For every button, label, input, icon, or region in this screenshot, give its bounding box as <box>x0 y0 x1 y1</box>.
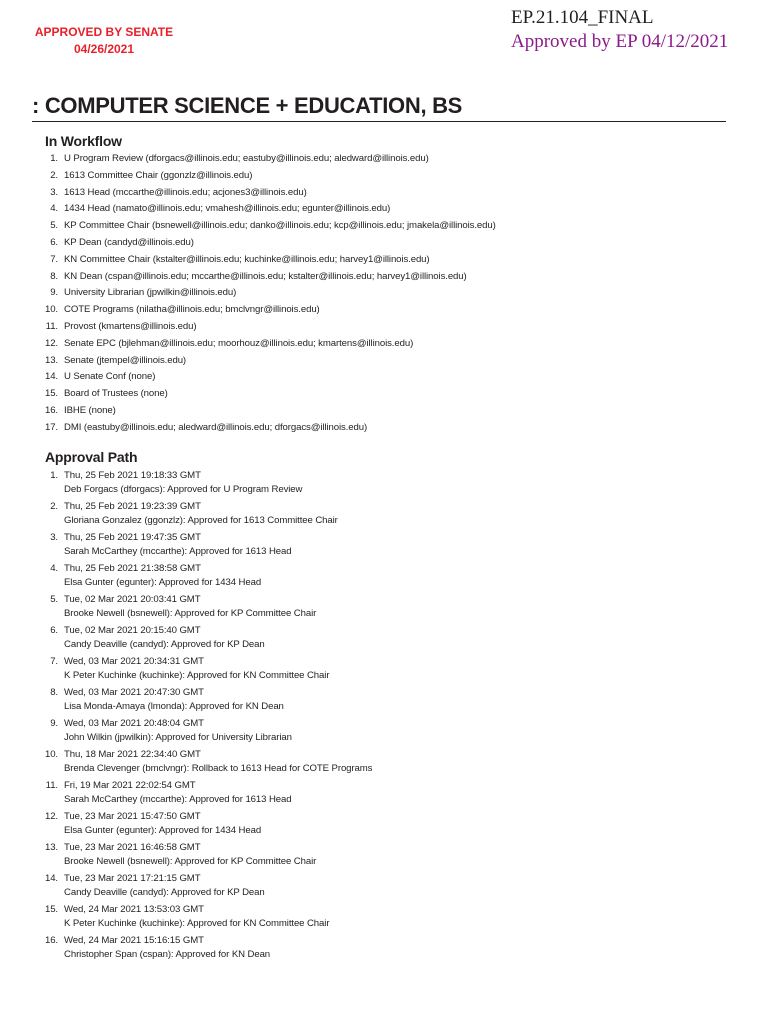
senate-stamp-date: 04/26/2021 <box>73 42 135 56</box>
workflow-step-number: 2. <box>50 169 58 181</box>
approval-entry-date: Wed, 24 Mar 2021 15:16:15 GMT <box>64 935 204 946</box>
approval-entry-date: Tue, 23 Mar 2021 15:47:50 GMT <box>64 811 201 822</box>
workflow-step-number: 5. <box>50 220 58 232</box>
approval-entry-number: 9. <box>50 718 58 729</box>
workflow-step-number: 13. <box>44 354 58 366</box>
approval-entry-date: Thu, 25 Feb 2021 19:18:33 GMT <box>64 470 201 481</box>
approval-entry-date: Wed, 24 Mar 2021 13:53:03 GMT <box>64 904 204 915</box>
approval-entry-detail: K Peter Kuchinke (kuchinke): Approved for KN Committee Chair <box>64 918 330 929</box>
approval-entry-detail: Gloriana Gonzalez (ggonzlz): Approved for 1613 Committee Chair <box>64 515 338 526</box>
approval-entry-date: Fri, 19 Mar 2021 22:02:54 GMT <box>64 780 196 791</box>
workflow-step <box>30 235 750 252</box>
approval-path-list <box>30 469 750 965</box>
approval-entry <box>30 810 750 841</box>
approval-entry <box>30 469 750 500</box>
approval-entry-date: Thu, 25 Feb 2021 19:47:35 GMT <box>64 532 201 543</box>
approval-entry-number: 2. <box>50 501 58 512</box>
workflow-step-number: 1. <box>50 153 58 164</box>
approval-entry-detail: Christopher Span (cspan): Approved for KN Dean <box>64 949 271 960</box>
approval-entry-detail: Elsa Gunter (egunter): Approved for 1434 Head <box>64 825 262 836</box>
ep-approval-stamp <box>511 6 728 54</box>
workflow-step-text: KP Dean (candyd@illinois.edu) <box>64 236 194 248</box>
approval-entry <box>30 934 750 965</box>
workflow-step-text: KN Committee Chair (kstalter@illinois.edu; kuchinke@illinois.edu; harvey1@illinois.edu) <box>64 253 430 265</box>
workflow-step-number: 16. <box>44 404 58 416</box>
workflow-step <box>30 285 750 302</box>
approval-entry-date: Thu, 25 Feb 2021 21:38:58 GMT <box>64 563 201 574</box>
workflow-step-number: 8. <box>50 270 58 282</box>
approval-entry <box>30 531 750 562</box>
approval-entry <box>30 872 750 903</box>
workflow-step <box>30 319 750 336</box>
workflow-step-text: U Program Review (dforgacs@illinois.edu; eastuby@illinois.edu; aledward@illinois.edu) <box>64 153 429 164</box>
approval-entry <box>30 500 750 531</box>
approval-entry <box>30 562 750 593</box>
workflow-step-number: 17. <box>44 421 58 433</box>
workflow-step <box>30 151 750 168</box>
approval-entry-number: 12. <box>44 811 58 822</box>
approval-entry-number: 3. <box>50 532 58 543</box>
approval-entry-detail: Deb Forgacs (dforgacs): Approved for U Program Review <box>64 484 303 495</box>
workflow-step-text: U Senate Conf (none) <box>64 371 156 383</box>
workflow-step-number: 14. <box>44 371 58 383</box>
approval-entry <box>30 593 750 624</box>
workflow-step-text: KP Committee Chair (bsnewell@illinois.edu; danko@illinois.edu; kcp@illinois.edu; jmakela@illinois.edu) <box>64 220 496 232</box>
approval-entry-detail: Lisa Monda-Amaya (lmonda): Approved for KN Dean <box>64 701 284 712</box>
workflow-step <box>30 336 750 353</box>
approval-entry <box>30 841 750 872</box>
workflow-step-number: 3. <box>50 186 58 198</box>
workflow-step-text: COTE Programs (nilatha@illinois.edu; bmclvngr@illinois.edu) <box>64 304 320 316</box>
approval-entry-number: 15. <box>44 904 58 915</box>
workflow-step <box>30 420 750 437</box>
workflow-step <box>30 185 750 202</box>
approval-entry-number: 8. <box>50 687 58 698</box>
ep-approved-note: Approved by EP 04/12/2021 <box>511 31 729 52</box>
senate-approval-stamp <box>24 24 184 58</box>
workflow-step <box>30 168 750 185</box>
workflow-step-text: Senate EPC (bjlehman@illinois.edu; moorhouz@illinois.edu; kmartens@illinois.edu) <box>64 337 414 349</box>
workflow-step-text: Senate (jtempel@illinois.edu) <box>64 354 187 366</box>
approval-entry-date: Thu, 25 Feb 2021 19:23:39 GMT <box>64 501 201 512</box>
page-title: : COMPUTER SCIENCE + EDUCATION, BS <box>32 92 726 122</box>
workflow-step <box>30 201 750 218</box>
approval-entry-number: 10. <box>44 749 58 760</box>
workflow-step-text: University Librarian (jpwilkin@illinois.edu) <box>64 287 237 299</box>
workflow-step-text: KN Dean (cspan@illinois.edu; mccarthe@illinois.edu; kstalter@illinois.edu; harvey1@illinois.edu) <box>64 270 467 282</box>
approval-entry <box>30 624 750 655</box>
workflow-step-text: 1613 Head (mccarthe@illinois.edu; acjones3@illinois.edu) <box>64 186 307 198</box>
workflow-step <box>30 252 750 269</box>
approval-entry-date: Tue, 02 Mar 2021 20:15:40 GMT <box>64 625 201 636</box>
workflow-step <box>30 386 750 403</box>
ep-code: EP.21.104_FINAL <box>511 7 654 28</box>
workflow-step <box>30 269 750 286</box>
workflow-step-text: 1613 Committee Chair (ggonzlz@illinois.edu) <box>64 169 253 181</box>
approval-entry <box>30 655 750 686</box>
workflow-step-text: Board of Trustees (none) <box>64 388 168 400</box>
approval-entry-detail: John Wilkin (jpwilkin): Approved for University Librarian <box>64 732 292 743</box>
workflow-step <box>30 369 750 386</box>
workflow-step-text: DMI (eastuby@illinois.edu; aledward@illinois.edu; dforgacs@illinois.edu) <box>64 421 368 433</box>
approval-entry-number: 5. <box>50 594 58 605</box>
approval-entry-number: 7. <box>50 656 58 667</box>
workflow-step <box>30 403 750 420</box>
workflow-list <box>30 151 750 437</box>
approval-entry <box>30 686 750 717</box>
approval-entry-date: Wed, 03 Mar 2021 20:47:30 GMT <box>64 687 204 698</box>
approval-entry-date: Wed, 03 Mar 2021 20:48:04 GMT <box>64 718 204 729</box>
workflow-step-number: 9. <box>50 287 58 299</box>
approval-entry-detail: Elsa Gunter (egunter): Approved for 1434 Head <box>64 577 262 588</box>
workflow-step-number: 10. <box>44 304 58 316</box>
approval-entry-detail: Brenda Clevenger (bmclvngr): Rollback to 1613 Head for COTE Programs <box>64 763 373 774</box>
approval-entry-number: 4. <box>50 563 58 574</box>
workflow-step-text: Provost (kmartens@illinois.edu) <box>64 320 197 332</box>
approval-entry <box>30 779 750 810</box>
approval-entry-detail: Candy Deaville (candyd): Approved for KP Dean <box>64 887 265 898</box>
approval-entry-number: 16. <box>44 935 58 946</box>
workflow-step-number: 15. <box>44 388 58 400</box>
approval-entry-detail: Candy Deaville (candyd): Approved for KP Dean <box>64 639 265 650</box>
approval-entry-detail: Sarah McCarthey (mccarthe): Approved for 1613 Head <box>64 794 292 805</box>
approval-entry-detail: K Peter Kuchinke (kuchinke): Approved for KN Committee Chair <box>64 670 330 681</box>
approval-path-heading: Approval Path <box>45 449 138 465</box>
workflow-step-text: 1434 Head (namato@illinois.edu; vmahesh@illinois.edu; egunter@illinois.edu) <box>64 203 391 215</box>
workflow-step <box>30 218 750 235</box>
approval-entry-detail: Brooke Newell (bsnewell): Approved for KP Committee Chair <box>64 856 317 867</box>
approval-entry <box>30 748 750 779</box>
approval-entry-date: Tue, 02 Mar 2021 20:03:41 GMT <box>64 594 201 605</box>
approval-entry <box>30 903 750 934</box>
senate-stamp-line1: APPROVED BY SENATE <box>34 25 174 39</box>
workflow-step-number: 7. <box>50 253 58 265</box>
approval-entry-detail: Brooke Newell (bsnewell): Approved for KP Committee Chair <box>64 608 317 619</box>
workflow-step <box>30 302 750 319</box>
approval-entry-number: 13. <box>44 842 58 853</box>
workflow-heading: In Workflow <box>45 133 122 149</box>
workflow-step-text: IBHE (none) <box>64 404 116 416</box>
approval-entry-number: 1. <box>50 470 58 481</box>
workflow-step-number: 11. <box>45 320 58 332</box>
workflow-step-number: 4. <box>50 203 58 215</box>
approval-entry-date: Wed, 03 Mar 2021 20:34:31 GMT <box>64 656 204 667</box>
approval-entry-date: Tue, 23 Mar 2021 16:46:58 GMT <box>64 842 201 853</box>
workflow-step <box>30 353 750 370</box>
approval-entry-date: Tue, 23 Mar 2021 17:21:15 GMT <box>64 873 201 884</box>
approval-entry-number: 11. <box>45 780 58 791</box>
approval-entry-date: Thu, 18 Mar 2021 22:34:40 GMT <box>64 749 201 760</box>
workflow-step-number: 12. <box>44 337 58 349</box>
approval-entry-number: 6. <box>50 625 58 636</box>
approval-entry-detail: Sarah McCarthey (mccarthe): Approved for 1613 Head <box>64 546 292 557</box>
approval-entry <box>30 717 750 748</box>
workflow-step-number: 6. <box>50 236 58 248</box>
approval-entry-number: 14. <box>44 873 58 884</box>
